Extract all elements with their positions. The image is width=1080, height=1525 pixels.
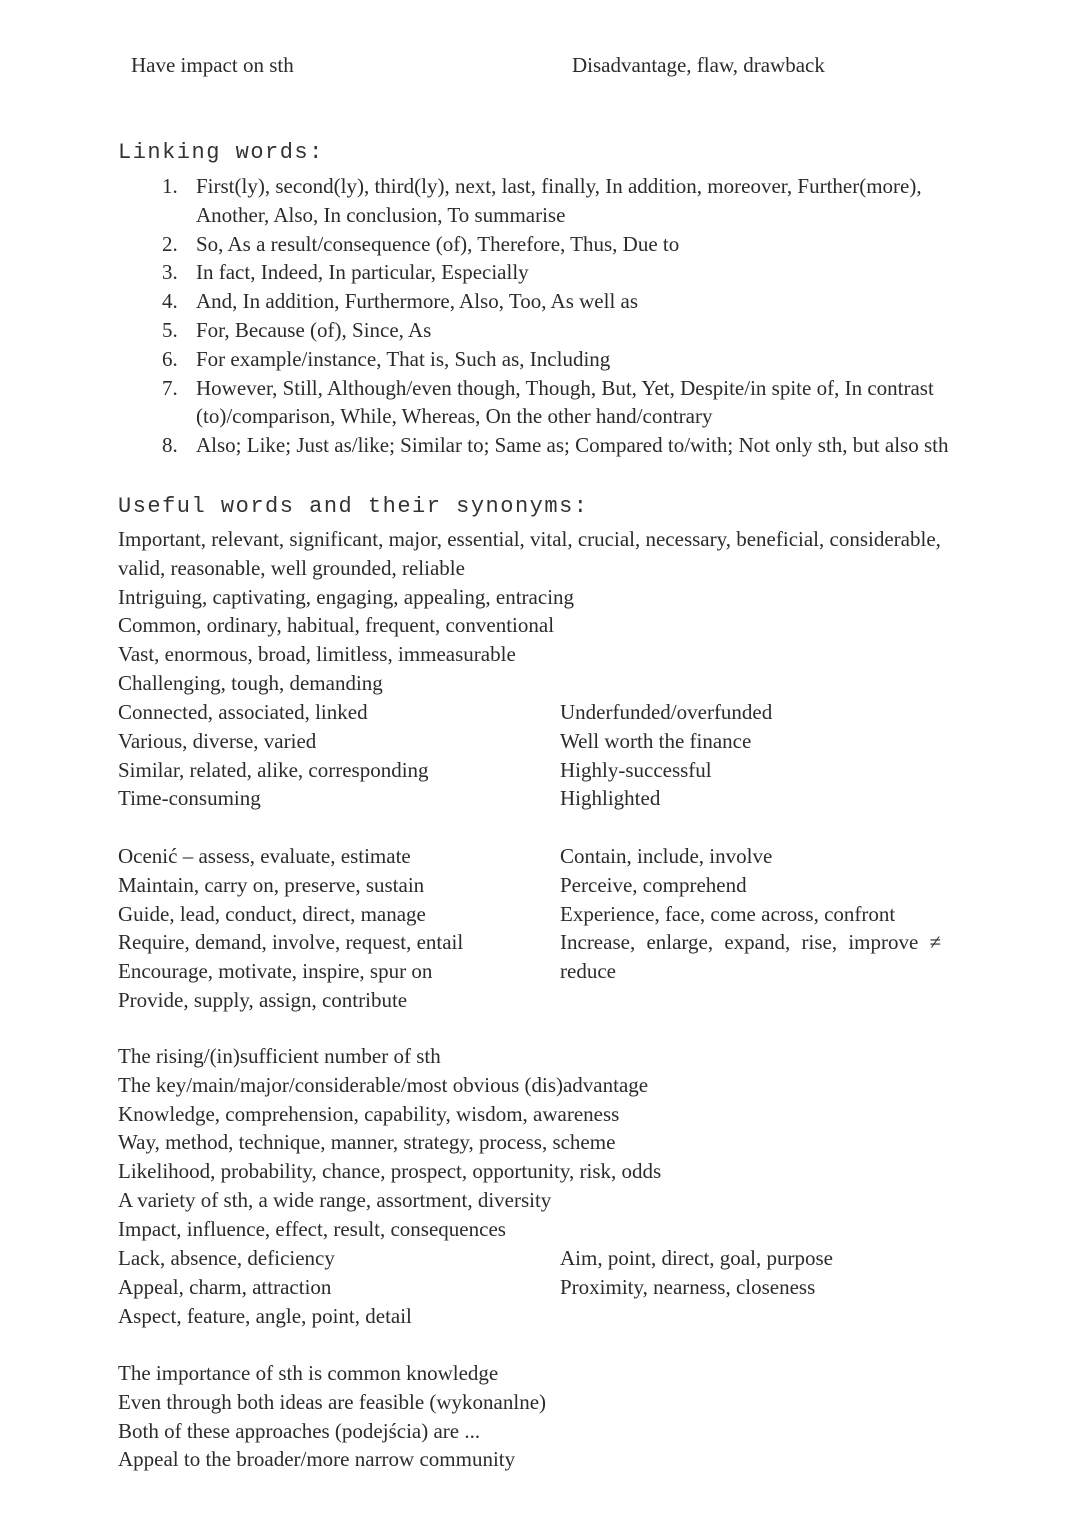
list-item-text: In fact, Indeed, In particular, Especially <box>196 260 529 285</box>
list-item <box>118 172 998 230</box>
synonym-line: Time-consuming <box>118 786 261 811</box>
phrase-line: Appeal to the broader/more narrow community <box>118 1447 516 1472</box>
list-item-text: However, Still, Although/even though, Though, But, Yet, Despite/in spite of, In contrast <box>196 375 934 400</box>
synonym-line: Way, method, technique, manner, strategy, process, scheme <box>118 1130 616 1155</box>
adjective-synonyms-full-width <box>118 525 1018 698</box>
useful-phrases <box>118 1359 1018 1474</box>
list-item <box>118 316 998 345</box>
synonym-line: Experience, face, come across, confront <box>560 901 896 926</box>
synonym-line: A variety of sth, a wide range, assortment, diversity <box>118 1187 552 1212</box>
noun-synonyms-right-column <box>560 1244 980 1302</box>
synonym-line: Encourage, motivate, inspire, spur on <box>118 959 433 984</box>
list-number: 6. <box>162 346 178 371</box>
synonym-line: The rising/(in)sufficient number of sth <box>118 1044 441 1068</box>
list-item-text: For, Because (of), Since, As <box>196 317 432 342</box>
top-right-phrase: Disadvantage, flaw, drawback <box>572 53 825 77</box>
list-item-text: First(ly), second(ly), third(ly), next, last, finally, In addition, moreover, Further(more), <box>196 174 922 198</box>
synonym-line: Various, diverse, varied <box>118 728 317 753</box>
phrase-line: Even through both ideas are feasible (wykonanlne) <box>118 1389 547 1414</box>
noun-synonyms-left-column <box>118 1244 538 1330</box>
list-item <box>118 258 998 287</box>
list-number: 2. <box>162 231 178 256</box>
list-item-text: For example/instance, That is, Such as, Including <box>196 346 611 371</box>
synonym-line: Common, ordinary, habitual, frequent, conventional <box>118 613 555 638</box>
verb-synonyms-left-column <box>118 842 538 1015</box>
list-number: 8. <box>162 433 178 458</box>
synonym-line: Likelihood, probability, chance, prospect, opportunity, risk, odds <box>118 1159 662 1184</box>
adjective-synonyms-left-column <box>118 698 538 813</box>
noun-synonyms-full-width <box>118 1042 1018 1244</box>
synonym-line: Ocenić – assess, evaluate, estimate <box>118 844 411 868</box>
synonym-line: Highlighted <box>560 786 661 811</box>
synonym-line: Appeal, charm, attraction <box>118 1274 332 1299</box>
synonym-line: Highly-successful <box>560 757 712 782</box>
list-item-text: (to)/comparison, While, Whereas, On the other hand/contrary <box>196 404 713 429</box>
synonym-line: Aim, point, direct, goal, purpose <box>560 1246 833 1270</box>
synonym-line: Increase, enlarge, expand, rise, improve ≠ <box>560 930 942 955</box>
synonym-line: Proximity, nearness, closeness <box>560 1274 816 1299</box>
list-number: 5. <box>162 317 178 342</box>
synonym-line: Maintain, carry on, preserve, sustain <box>118 872 425 897</box>
list-number: 7. <box>162 375 178 400</box>
top-left-phrase: Have impact on sth <box>131 53 294 77</box>
list-item-text: And, In addition, Furthermore, Also, Too, As well as <box>196 289 639 314</box>
synonym-line: Similar, related, alike, corresponding <box>118 757 429 782</box>
synonym-line: Aspect, feature, angle, point, detail <box>118 1303 412 1328</box>
synonym-line: The key/main/major/considerable/most obvious (dis)advantage <box>118 1072 649 1097</box>
synonym-line: Underfunded/overfunded <box>560 700 773 724</box>
synonym-line: Perceive, comprehend <box>560 872 747 897</box>
list-item <box>118 287 998 316</box>
synonym-line: Contain, include, involve <box>560 844 773 868</box>
list-number: 4. <box>162 289 178 314</box>
list-item <box>118 345 998 374</box>
list-item <box>118 230 998 259</box>
linking-words-heading: Linking words: <box>118 140 324 165</box>
adjective-synonyms-right-column <box>560 698 980 813</box>
phrase-line: The importance of sth is common knowledge <box>118 1361 499 1385</box>
synonym-line: Connected, associated, linked <box>118 700 368 724</box>
synonym-line: valid, reasonable, well grounded, reliable <box>118 555 465 580</box>
list-item <box>118 431 998 460</box>
list-item-text: So, As a result/consequence (of), Therefore, Thus, Due to <box>196 231 680 256</box>
synonym-line: Challenging, tough, demanding <box>118 670 383 695</box>
synonym-line: Provide, supply, assign, contribute <box>118 987 408 1012</box>
phrase-line: Both of these approaches (podejścia) are ... <box>118 1418 481 1443</box>
linking-words-list <box>118 172 998 460</box>
synonym-line: Guide, lead, conduct, direct, manage <box>118 901 426 926</box>
list-item-text: Another, Also, In conclusion, To summarise <box>196 202 566 227</box>
verb-synonyms-right-column <box>560 842 1000 986</box>
synonym-line: Require, demand, involve, request, entail <box>118 930 464 955</box>
list-item-text: Also; Like; Just as/like; Similar to; Same as; Compared to/with; Not only sth, but also sth <box>196 433 949 458</box>
synonym-line: Lack, absence, deficiency <box>118 1246 335 1270</box>
list-number: 1. <box>162 174 178 198</box>
list-item <box>118 374 998 432</box>
synonym-line: reduce <box>560 959 616 984</box>
synonym-line: Vast, enormous, broad, limitless, immeasurable <box>118 642 516 667</box>
synonym-line: Impact, influence, effect, result, consequences <box>118 1216 506 1241</box>
synonym-line: Intriguing, captivating, engaging, appealing, entracing <box>118 584 575 609</box>
synonym-line: Knowledge, comprehension, capability, wisdom, awareness <box>118 1101 620 1126</box>
synonym-line: Well worth the finance <box>560 728 752 753</box>
useful-words-heading: Useful words and their synonyms: <box>118 494 589 519</box>
list-number: 3. <box>162 260 178 285</box>
synonym-line: Important, relevant, significant, major, essential, vital, crucial, necessary, beneficial, considerable, <box>118 527 941 551</box>
